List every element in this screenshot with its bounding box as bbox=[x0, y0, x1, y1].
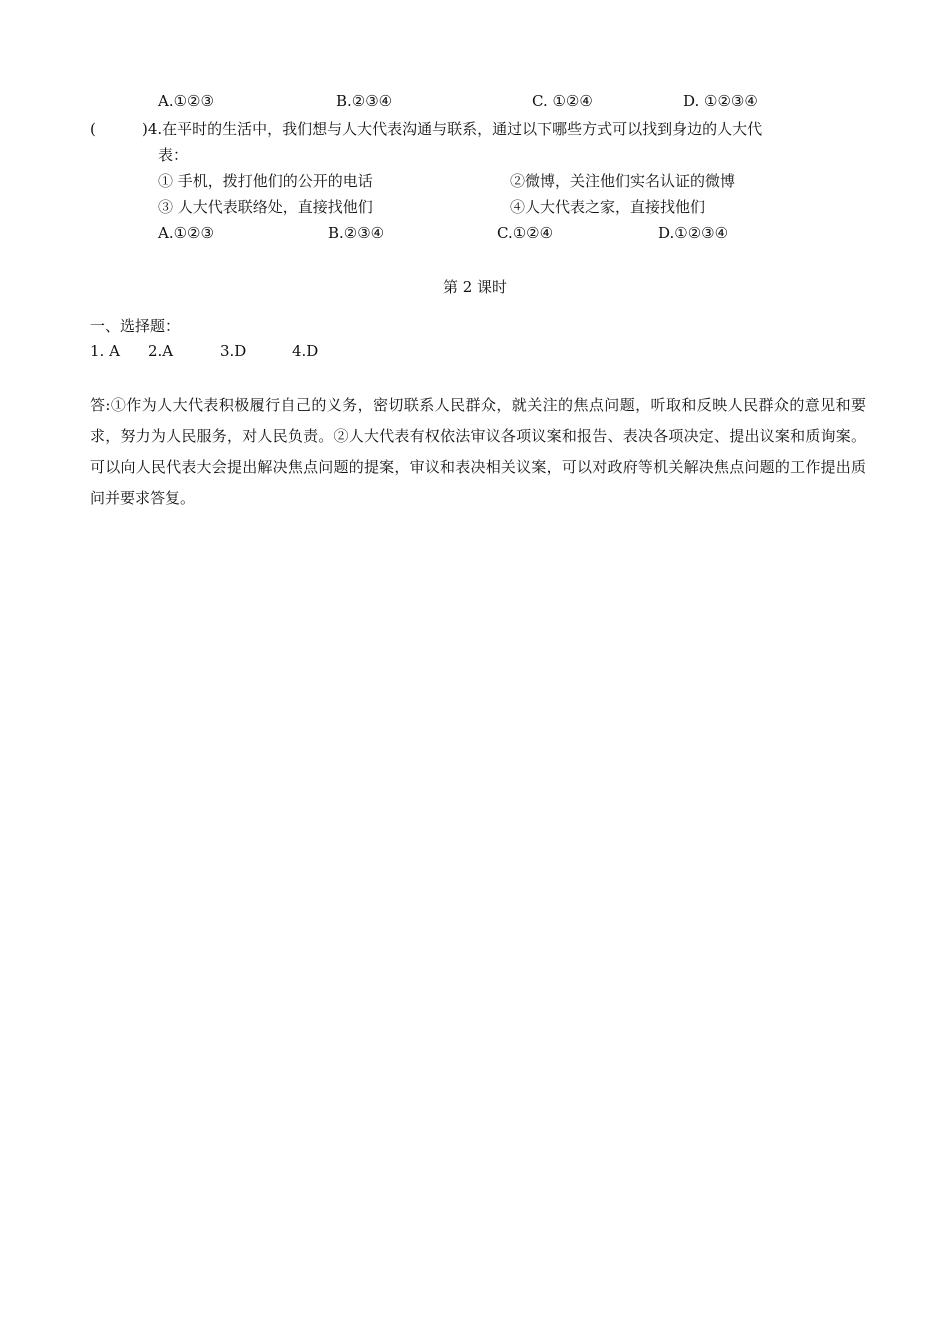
q4-choice-4: ④人大代表之家，直接找他们 bbox=[510, 198, 706, 216]
q4-stem-line2: 表： bbox=[158, 146, 189, 164]
q4-option-c: C.①②④ bbox=[497, 224, 554, 242]
q4-option-b: B.②③④ bbox=[328, 224, 385, 242]
q4-stem-line1: )4.在平时的生活中，我们想与人大代表沟通与联系，通过以下哪些方式可以找到身边的人大代 bbox=[142, 120, 763, 138]
answer-item-3: 3.D bbox=[220, 342, 247, 360]
q3-option-c: C. ①②④ bbox=[532, 92, 593, 110]
lesson-title: 第 2 课时 bbox=[442, 278, 508, 296]
q4-choice-1: ① 手机，拨打他们的公开的电话 bbox=[158, 172, 373, 190]
q3-option-a: A.①②③ bbox=[158, 92, 214, 110]
q3-option-d: D. ①②③④ bbox=[683, 92, 758, 110]
section-heading: 一、选择题： bbox=[90, 317, 181, 335]
q4-choice-3: ③ 人大代表联络处，直接找他们 bbox=[158, 198, 373, 216]
q3-option-b: B.②③④ bbox=[336, 92, 393, 110]
q4-answer-paren: ( bbox=[90, 120, 96, 138]
q4-option-a: A.①②③ bbox=[158, 224, 214, 242]
answer-item-1: 1. A bbox=[90, 342, 120, 360]
answer-item-4: 4.D bbox=[292, 342, 319, 360]
q4-option-d: D.①②③④ bbox=[658, 224, 729, 242]
answer-paragraph: 答:①作为人大代表积极履行自己的义务，密切联系人民群众，就关注的焦点问题，听取和反映人民群众的意见和要求，努力为人民服务，对人民负责。②人大代表有权依法审议各项议案和报告、表决各项决定、提出议案和质询案。可以向人民代表大会提出解决焦点问题的提案，审议和表决相关议案，可以对政府等机关解决焦点问题的工作提出质问并要求答复。 bbox=[90, 396, 866, 507]
q4-choice-2: ②微博，关注他们实名认证的微博 bbox=[510, 172, 736, 190]
answer-item-2: 2.A bbox=[148, 342, 174, 360]
